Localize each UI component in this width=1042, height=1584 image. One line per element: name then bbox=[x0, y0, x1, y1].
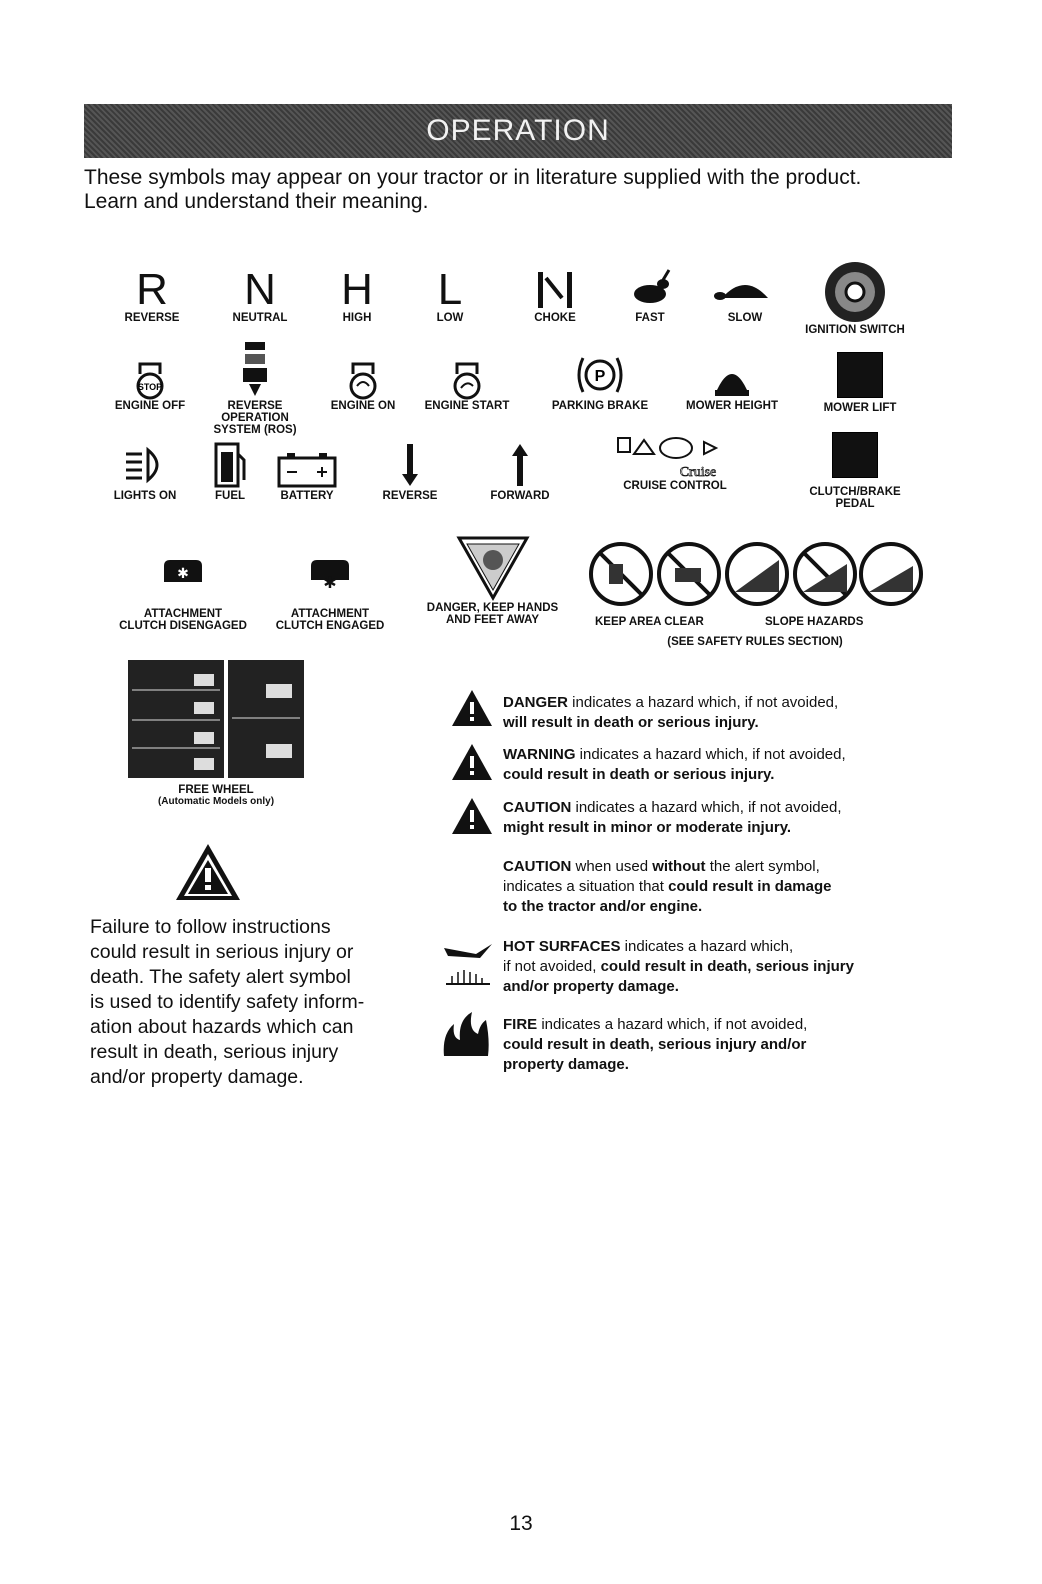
cruise-control-label: CRUISE CONTROL bbox=[623, 480, 727, 492]
engine-off-label: ENGINE OFF bbox=[114, 400, 186, 412]
symbol-low bbox=[420, 265, 480, 324]
cruise-word: Cruise bbox=[679, 465, 717, 480]
low-label: LOW bbox=[436, 312, 464, 324]
intro-text bbox=[84, 166, 964, 214]
symbol-lights-on bbox=[100, 440, 190, 502]
ros-label: REVERSE OPERATION SYSTEM (ROS) bbox=[213, 400, 297, 436]
svg-text:✱: ✱ bbox=[323, 573, 337, 592]
mower-lift-label: MOWER LIFT bbox=[823, 402, 897, 414]
attachment-clutch-disengaged-icon bbox=[158, 556, 208, 596]
hot-surface-icon bbox=[440, 940, 496, 992]
symbol-slow bbox=[705, 268, 785, 324]
slope-hazards-label: SLOPE HAZARDS bbox=[765, 616, 864, 628]
fuel-label: FUEL bbox=[214, 490, 246, 502]
symbol-parking-brake bbox=[535, 350, 665, 412]
slope-hazard-icon-3 bbox=[861, 544, 921, 604]
neutral-letter: N bbox=[244, 265, 276, 314]
automatic-models-label: (Automatic Models only) bbox=[157, 796, 275, 807]
hot-surfaces-definition: HOT SURFACES indicates a hazard which, if not avoided, could result in death, serious injury and/or property damage. bbox=[503, 938, 854, 995]
keep-area-clear-icon-1 bbox=[591, 544, 651, 604]
attachment-clutch-engaged-icon bbox=[305, 556, 355, 600]
symbol-forward bbox=[470, 440, 570, 502]
page-number: 13 bbox=[509, 1512, 533, 1535]
caution-no-symbol-definition: CAUTION when used without the alert symbol, indicates a situation that could result in damage to the tractor and/or engine. bbox=[503, 858, 832, 915]
symbol-group-hazards bbox=[585, 540, 925, 648]
mower-height-label: MOWER HEIGHT bbox=[686, 400, 778, 412]
choke-label: CHOKE bbox=[534, 312, 576, 324]
forward-arrow-icon bbox=[510, 440, 530, 490]
warning-word: WARNING bbox=[503, 746, 576, 763]
caution-definition: CAUTION indicates a hazard which, if not avoided, might result in minor or moderate injury. bbox=[503, 799, 842, 836]
fast-label: FAST bbox=[635, 312, 665, 324]
slope-hazard-icon-1 bbox=[727, 544, 787, 604]
free-wheel-icon bbox=[128, 660, 304, 778]
danger-hands-label: DANGER, KEEP HANDS AND FEET AWAY bbox=[426, 602, 559, 626]
section-banner bbox=[84, 104, 952, 158]
symbol-reverse bbox=[112, 265, 192, 324]
section-title: OPERATION bbox=[426, 114, 610, 147]
battery-label: BATTERY bbox=[280, 490, 334, 502]
prohibition-icons bbox=[587, 540, 923, 608]
caution-word: CAUTION bbox=[503, 799, 572, 816]
headlight-icon bbox=[120, 440, 170, 490]
symbol-attachment-engaged bbox=[260, 556, 400, 632]
caution-alert-icon bbox=[450, 796, 494, 836]
ros-icon bbox=[235, 340, 275, 400]
ignition-label: IGNITION SWITCH bbox=[805, 324, 905, 336]
warning-alert-icon bbox=[450, 742, 494, 782]
reverse-label: REVERSE bbox=[124, 312, 180, 324]
fire-definition: FIRE indicates a hazard which, if not avoided, could result in death, serious injury and/or property damage. bbox=[503, 1016, 808, 1073]
symbol-engine-off bbox=[100, 360, 200, 412]
turtle-icon bbox=[710, 268, 780, 312]
symbol-choke bbox=[520, 268, 590, 324]
parking-brake-label: PARKING BRAKE bbox=[551, 400, 649, 412]
attachment-engaged-label: ATTACHMENT CLUTCH ENGAGED bbox=[275, 608, 385, 632]
symbol-reverse-direction bbox=[365, 440, 455, 502]
high-label: HIGH bbox=[342, 312, 372, 324]
symbol-mower-height bbox=[672, 352, 792, 412]
reverse-letter: R bbox=[136, 265, 168, 314]
failure-warning-text: Failure to follow instructions could result in serious injury or death. The safety alert symbol is used to identify safety inform- ation about hazards which can result in death, serious injury and/or property damage. bbox=[90, 916, 365, 1088]
symbol-mower-lift bbox=[800, 352, 920, 414]
see-safety-label: (SEE SAFETY RULES SECTION) bbox=[667, 636, 843, 648]
engine-on-label: ENGINE ON bbox=[330, 400, 396, 412]
free-wheel-label: FREE WHEEL bbox=[178, 784, 254, 796]
cruise-control-icon bbox=[610, 432, 740, 480]
forward-label: FORWARD bbox=[490, 490, 550, 502]
slope-hazard-icon-2 bbox=[795, 544, 855, 604]
symbol-danger-hands bbox=[410, 532, 575, 626]
mower-lift-icon bbox=[837, 352, 883, 398]
mower-height-icon bbox=[707, 352, 757, 400]
battery-icon bbox=[275, 450, 339, 490]
low-letter: L bbox=[437, 265, 463, 314]
symbol-ros bbox=[200, 340, 310, 436]
danger-alert-icon bbox=[450, 688, 494, 728]
engine-on-icon bbox=[343, 360, 383, 400]
keep-area-clear-label: KEEP AREA CLEAR bbox=[595, 616, 704, 628]
engine-off-icon bbox=[130, 360, 170, 400]
svg-text:P: P bbox=[594, 368, 606, 385]
symbol-neutral bbox=[220, 265, 300, 324]
symbol-battery bbox=[262, 450, 352, 502]
symbol-ignition bbox=[790, 260, 920, 336]
fuel-pump-icon bbox=[210, 440, 250, 490]
danger-hands-icon bbox=[453, 532, 533, 602]
danger-word: DANGER bbox=[503, 694, 569, 711]
lights-on-label: LIGHTS ON bbox=[113, 490, 177, 502]
reverse-arrow-icon bbox=[400, 440, 420, 490]
symbol-cruise-control bbox=[590, 432, 760, 492]
symbol-engine-start bbox=[412, 360, 522, 412]
symbol-fast bbox=[610, 268, 690, 324]
intro-line-1: These symbols may appear on your tractor or in literature supplied with the product. bbox=[84, 166, 862, 189]
symbol-engine-on bbox=[318, 360, 408, 412]
reverse-direction-label: REVERSE bbox=[382, 490, 438, 502]
danger-definition: DANGER indicates a hazard which, if not avoided, will result in death or serious injury. bbox=[503, 694, 839, 731]
attachment-disengaged-label: ATTACHMENT CLUTCH DISENGAGED bbox=[119, 608, 247, 632]
symbol-high bbox=[322, 265, 392, 324]
svg-text:STOP: STOP bbox=[137, 382, 163, 392]
slow-label: SLOW bbox=[727, 312, 763, 324]
clutch-brake-icon bbox=[832, 432, 878, 478]
safety-alert-icon bbox=[172, 840, 244, 904]
rabbit-icon bbox=[625, 268, 675, 312]
engine-start-icon bbox=[447, 360, 487, 400]
keep-area-clear-icon-2 bbox=[659, 544, 719, 604]
choke-icon bbox=[530, 268, 580, 312]
symbol-free-wheel bbox=[126, 660, 306, 808]
symbol-attachment-disengaged bbox=[108, 556, 258, 632]
clutch-brake-label: CLUTCH/BRAKE PEDAL bbox=[809, 486, 901, 510]
engine-start-label: ENGINE START bbox=[424, 400, 510, 412]
intro-line-2: Learn and understand their meaning. bbox=[84, 190, 429, 213]
neutral-label: NEUTRAL bbox=[232, 312, 288, 324]
warning-definition: WARNING indicates a hazard which, if not avoided, could result in death or serious injury. bbox=[503, 746, 846, 783]
symbol-fuel bbox=[200, 440, 260, 502]
parking-brake-icon bbox=[573, 350, 627, 400]
svg-text:✱: ✱ bbox=[177, 566, 189, 582]
fire-icon bbox=[438, 1010, 494, 1058]
ignition-icon bbox=[823, 260, 887, 324]
high-letter: H bbox=[341, 265, 373, 314]
symbol-clutch-brake bbox=[790, 432, 920, 510]
